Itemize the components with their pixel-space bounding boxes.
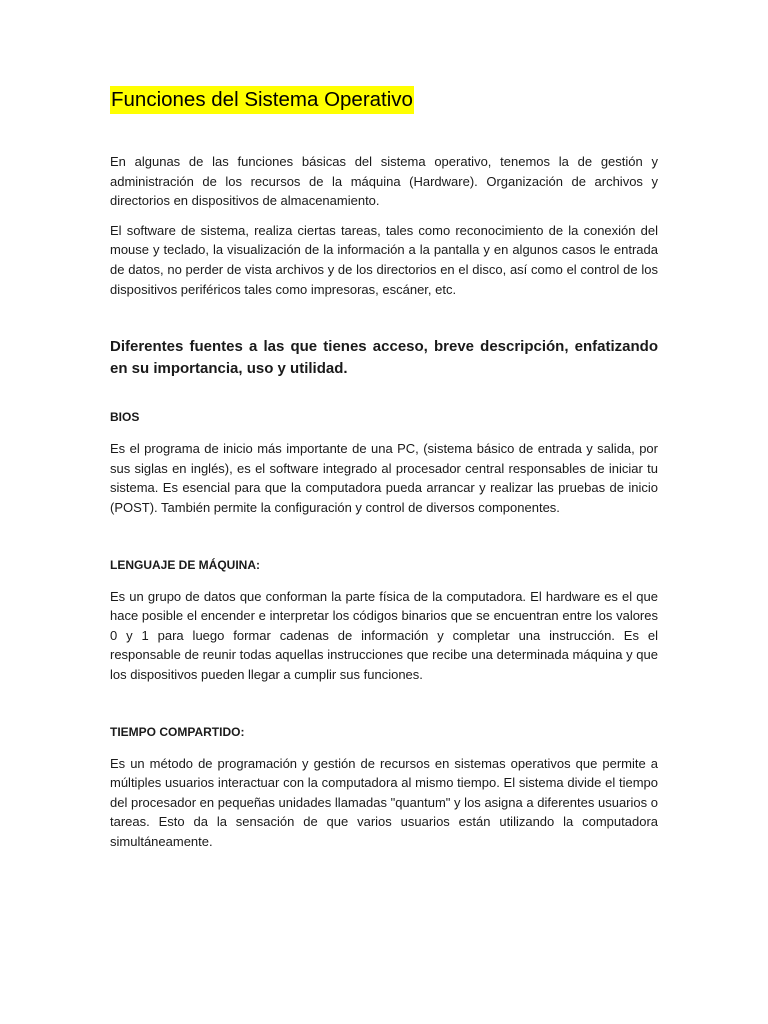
section-heading-bios: BIOS bbox=[110, 410, 140, 425]
document-page bbox=[110, 86, 658, 851]
section-subheading: Diferentes fuentes a las que tienes acceso, breve descripción, enfatizando en su importancia, uso y utilidad. bbox=[110, 338, 658, 378]
section-heading-tiempo-compartido: TIEMPO COMPARTIDO: bbox=[110, 724, 245, 739]
section-heading-lenguaje-de-maquina: LENGUAJE DE MÁQUINA: bbox=[110, 557, 261, 572]
intro-paragraph-1: En algunas de las funciones básicas del sistema operativo, tenemos la de gestión y administración de los recursos de la máquina (Hardware). Organización de archivos y directorios en dispositivos de almacenamiento. bbox=[110, 154, 658, 209]
document-title: Funciones del Sistema Operativo bbox=[110, 86, 414, 114]
section-body-bios: Es el programa de inicio más importante de una PC, (sistema básico de entrada y salida, por sus siglas en inglés), es el software integrado al procesador central responsables de iniciar tu sistema. Es esencial para que la computadora pueda arrancar y realizar las pruebas de inicio (POST). También permite la configuración y control de diversos componentes. bbox=[110, 441, 658, 515]
intro-paragraph-2: El software de sistema, realiza ciertas tareas, tales como reconocimiento de la conexión del mouse y teclado, la visualización de la información a la pantalla y en algunos casos le entrada de datos, no perder de vista archivos y de los directorios en el disco, así como el control de los dispositivos periféricos tales como impresoras, escáner, etc. bbox=[110, 222, 658, 297]
section-body-lenguaje-de-maquina: Es un grupo de datos que conforman la parte física de la computadora. El hardware es el que hace posible el encender e interpretar los códigos binarios que se encuentran entre los valores 0 y 1 para luego formar cadenas de información y completar una instrucción. Es el responsable de reunir todas aquellas instrucciones que recibe una determinada máquina y que los dispositivos pueden llegar a cumplir sus funciones. bbox=[110, 588, 658, 682]
section-body-tiempo-compartido: Es un método de programación y gestión de recursos en sistemas operativos que permite a múltiples usuarios interactuar con la computadora al mismo tiempo. El sistema divide el tiempo del procesador en pequeñas unidades llamadas "quantum" y los asigna a diferentes usuarios o tareas. Esto da la sensación de que varios usuarios están utilizando la computadora simultáneamente. bbox=[110, 755, 658, 849]
